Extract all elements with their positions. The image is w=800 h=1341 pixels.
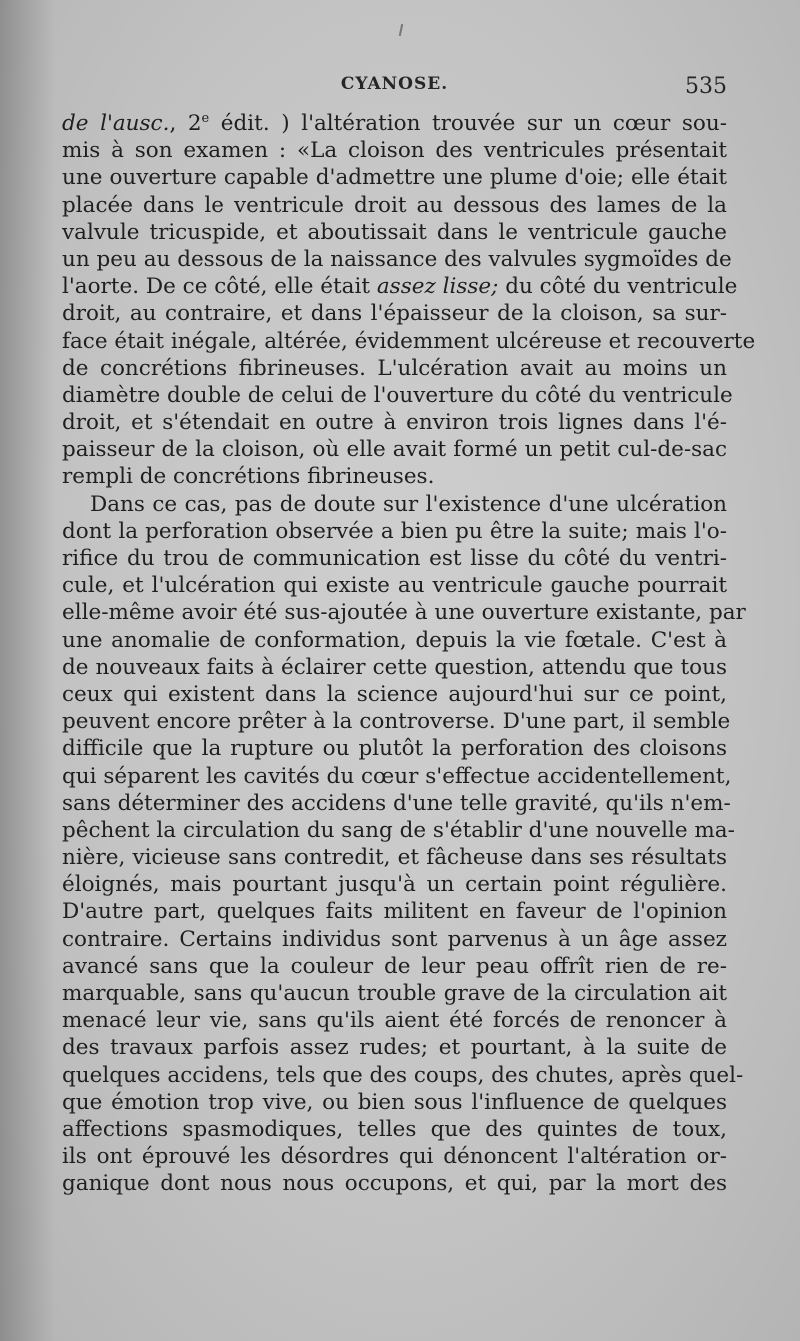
text-segment: affections spasmodiques, telles que des quintes de toux,	[62, 1116, 727, 1142]
text-segment: menacé leur vie, sans qu'ils aient été forcés de renoncer à	[62, 1008, 727, 1034]
text-line	[62, 654, 727, 681]
text-line	[62, 192, 727, 219]
text-segment: nière, vicieuse sans contredit, et fâcheuse dans ses résultats	[62, 845, 727, 871]
italic-text: assez lisse;	[376, 274, 499, 300]
text-line	[62, 300, 727, 327]
text-line	[62, 164, 727, 191]
paragraph	[62, 110, 756, 491]
text-segment: dont la perforation observée a bien pu être la suite; mais l'o-	[62, 518, 727, 544]
text-segment: un peu au dessous de la naissance des valvules sygmoïdes de	[62, 246, 732, 272]
text-line	[62, 599, 746, 626]
text-line	[62, 273, 738, 300]
text-line	[62, 1143, 727, 1170]
text-segment: droit, et s'étendait en outre à environ trois lignes dans l'é-	[62, 410, 727, 436]
text-segment: placée dans le ventricule droit au dessous des lames de la	[62, 192, 727, 218]
text-segment: contraire. Certains individus sont parvenus à un âge assez	[62, 926, 727, 952]
text-segment: que émotion trop vive, ou bien sous l'influence de quelques	[62, 1089, 727, 1115]
text-line	[62, 681, 727, 708]
text-segment: ganique dont nous nous occupons, et qui, par la mort des	[62, 1171, 727, 1197]
text-line	[62, 763, 732, 790]
text-line	[62, 980, 727, 1007]
page-number: 535	[685, 74, 727, 99]
text-segment: édit. ) l'altération trouvée sur un cœur sou-	[209, 111, 727, 136]
text-segment: difficile que la rupture ou plutôt la perforation des cloisons	[62, 736, 727, 762]
text-segment: une ouverture capable d'admettre une plume d'oie; elle était	[62, 165, 727, 191]
text-line	[62, 137, 727, 164]
text-line	[62, 572, 727, 599]
text-segment: marquable, sans qu'aucun trouble grave de la circulation ait	[62, 981, 727, 1006]
text-line	[62, 491, 727, 518]
text-segment: l'aorte. De ce côté, elle était	[62, 274, 377, 300]
text-segment: face était inégale, altérée, évidemment ulcéreuse et recouverte	[62, 328, 756, 354]
text-segment: des travaux parfois assez rudes; et pourtant, à la suite de	[62, 1035, 727, 1061]
page-gutter-shadow	[0, 0, 55, 1341]
text-line	[62, 871, 727, 898]
ink-mark	[399, 24, 403, 36]
text-segment: paisseur de la cloison, où elle avait formé un petit cul-de-sac	[62, 437, 727, 463]
text-line	[62, 926, 727, 953]
text-segment: diamètre double de celui de l'ouverture du côté du ventricule	[62, 382, 733, 408]
text-line	[62, 627, 727, 654]
text-segment: du côté du ventricule	[498, 274, 738, 300]
text-line	[62, 1170, 727, 1197]
text-line	[62, 953, 727, 980]
text-segment: droit, au contraire, et dans l'épaisseur de la cloison, sa sur-	[62, 301, 727, 327]
text-line	[62, 110, 727, 137]
text-segment: ceux qui existent dans la science aujourd'hui sur ce point,	[62, 681, 727, 707]
text-segment: cule, et l'ulcération qui existe au ventricule gauche pourrait	[62, 573, 727, 599]
text-segment: sans déterminer des accidens d'une telle gravité, qu'ils n'em-	[62, 790, 731, 816]
text-segment: ils ont éprouvé les désordres qui dénoncent l'altération or-	[62, 1144, 727, 1170]
text-line	[62, 409, 727, 436]
text-segment: rifice du trou de communication est lisse du côté du ventri-	[62, 546, 727, 571]
text-line	[62, 518, 727, 545]
italic-text: de l'ausc.	[62, 111, 170, 136]
running-title: CYANOSE.	[340, 74, 449, 94]
text-line	[62, 817, 735, 844]
text-line	[62, 219, 727, 246]
body-text	[62, 110, 756, 1198]
text-segment: D'autre part, quelques faits militent en faveur de l'opinion	[62, 899, 727, 925]
text-line	[62, 1034, 727, 1061]
text-line	[62, 708, 731, 735]
text-segment: , 2	[169, 111, 202, 136]
text-line	[62, 545, 727, 572]
text-line	[62, 1007, 727, 1034]
text-line	[62, 436, 727, 463]
text-line	[62, 735, 727, 762]
text-segment: de concrétions fibrineuses. L'ulcération avait au moins un	[62, 355, 727, 381]
text-segment: éloignés, mais pourtant jusqu'à un certain point régulière.	[62, 872, 727, 898]
text-segment: valvule tricuspide, et aboutissait dans le ventricule gauche	[62, 219, 727, 245]
text-segment: rempli de concrétions fibrineuses.	[62, 464, 435, 490]
text-line	[62, 328, 756, 355]
text-line	[62, 463, 727, 490]
page-header	[62, 74, 727, 104]
text-line	[62, 382, 733, 409]
text-segment: une anomalie de conformation, depuis la vie fœtale. C'est à	[62, 627, 727, 653]
text-segment: pêchent la circulation du sang de s'établir d'une nouvelle ma-	[62, 817, 735, 843]
text-segment: Dans ce cas, pas de doute sur l'existence d'une ulcération	[90, 491, 727, 517]
text-segment: elle-même avoir été sus-ajoutée à une ouverture existante, par	[62, 600, 746, 626]
text-line	[62, 1062, 744, 1089]
text-segment: quelques accidens, tels que des coups, des chutes, après quel-	[62, 1062, 744, 1088]
text-line	[62, 355, 727, 382]
text-segment: peuvent encore prêter à la controverse. D'une part, il semble	[62, 709, 731, 735]
text-segment: avancé sans que la couleur de leur peau offrît rien de re-	[62, 953, 727, 979]
paragraph	[62, 491, 746, 1198]
text-line	[62, 1116, 727, 1143]
text-segment: qui séparent les cavités du cœur s'effectue accidentellement,	[62, 763, 732, 789]
text-line	[62, 844, 727, 871]
superscript: e	[201, 110, 210, 126]
text-line	[62, 246, 732, 273]
text-line	[62, 898, 727, 925]
text-line	[62, 790, 731, 817]
text-segment: mis à son examen : «La cloison des ventricules présentait	[62, 138, 727, 164]
text-segment: de nouveaux faits à éclairer cette question, attendu que tous	[62, 654, 727, 680]
text-line	[62, 1089, 727, 1116]
